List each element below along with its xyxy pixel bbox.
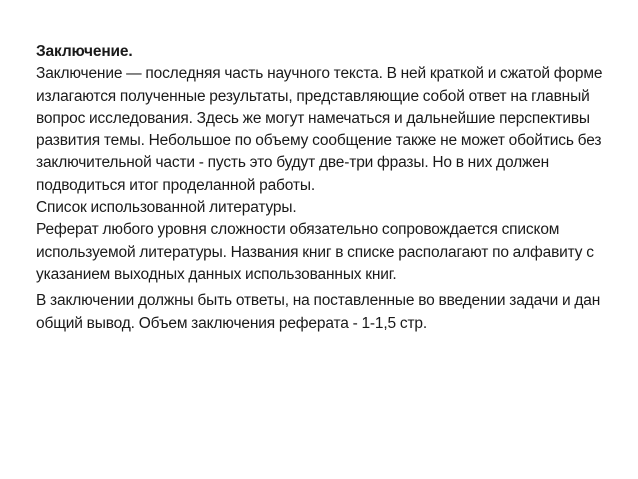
slide-text-body [36, 41, 616, 335]
slide-heading: Заключение. [36, 43, 133, 60]
final-paragraph: В заключении должны быть ответы, на поставленные во введении задачи и дан общий вывод. Объем заключения реферата - 1-1,5 стр. [36, 292, 601, 332]
references-paragraph: Реферат любого уровня сложности обязательно сопровождается списком используемой литературы. Названия книг в списке располагают по алфавиту с указанием выходных данных использованных книг. [36, 221, 594, 283]
conclusion-paragraph: Заключение — последняя часть научного текста. В ней краткой и сжатой форме излагаются полученные результаты, представляющие собой ответ на главный вопрос исследования. Здесь же могут намечаться и дальнейшие перспективы развития темы. Небольшое по объему сообщение также не может обойтись без заключительной части - пусть это будут две-три фразы. Но в них должен подводиться итог проделанной работы. [36, 65, 603, 194]
references-title: Список использованной литературы. [36, 199, 297, 217]
